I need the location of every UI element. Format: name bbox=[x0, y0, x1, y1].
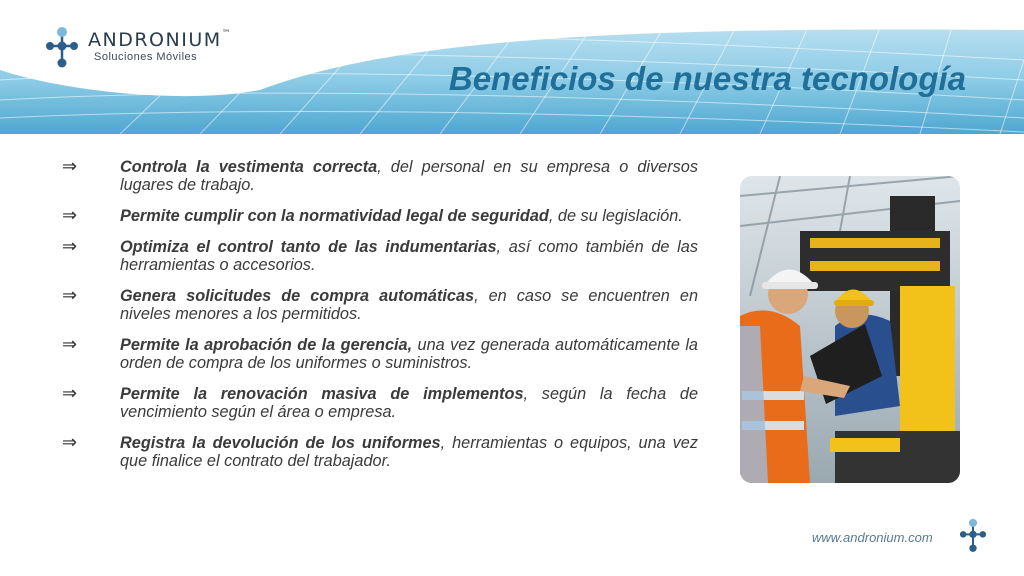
molecule-logo-icon bbox=[958, 518, 988, 554]
brand-tagline: Soluciones Móviles bbox=[94, 51, 198, 63]
bullet-emphasis: Permite la renovación masiva de implementos bbox=[120, 385, 524, 403]
website-link[interactable]: www.andronium.com bbox=[812, 530, 933, 545]
bullet-text: , de su legislación. bbox=[548, 207, 683, 225]
page-title: Beneficios de nuestra tecnología bbox=[448, 60, 966, 97]
workers-illustration bbox=[740, 176, 960, 483]
brand-name bbox=[88, 29, 231, 51]
arrow-right-icon: ⇒ bbox=[62, 432, 78, 452]
arrow-right-icon: ⇒ bbox=[62, 383, 78, 403]
header-banner bbox=[0, 0, 1024, 134]
list-item bbox=[62, 207, 698, 225]
workers-forklift-photo bbox=[740, 176, 960, 483]
benefits-list bbox=[62, 158, 698, 483]
brand-trademark: ™ bbox=[221, 29, 231, 39]
brand-logo[interactable] bbox=[44, 26, 274, 74]
arrow-right-icon: ⇒ bbox=[62, 334, 78, 354]
list-item bbox=[62, 336, 698, 372]
arrow-right-icon: ⇒ bbox=[62, 285, 78, 305]
bullet-emphasis: Registra la devolución de los uniformes bbox=[120, 434, 441, 452]
brand-name-text: ANDRONIUM bbox=[88, 29, 222, 51]
footer-logo bbox=[958, 518, 988, 554]
bullet-text: , así como también de las herramientas o accesorios. bbox=[120, 238, 698, 274]
list-item bbox=[62, 385, 698, 421]
bullet-emphasis: Controla la vestimenta correcta bbox=[120, 158, 378, 176]
bullet-text: , según la fecha de vencimiento según el área o empresa. bbox=[120, 385, 698, 421]
bullet-emphasis: Optimiza el control tanto de las indumentarias bbox=[120, 238, 497, 256]
bullet-emphasis: Permite cumplir con la normatividad legal de seguridad bbox=[120, 207, 549, 225]
list-item bbox=[62, 434, 698, 470]
arrow-right-icon: ⇒ bbox=[62, 156, 78, 176]
bullet-emphasis: Permite la aprobación de la gerencia, bbox=[120, 336, 413, 354]
list-item bbox=[62, 238, 698, 274]
bullet-text: , en caso se encuentren en niveles menores a los permitidos. bbox=[120, 287, 698, 323]
list-item bbox=[62, 158, 698, 194]
list-item bbox=[62, 287, 698, 323]
arrow-right-icon: ⇒ bbox=[62, 236, 78, 256]
bullet-text: , del personal en su empresa o diversos lugares de trabajo. bbox=[120, 158, 698, 194]
bullet-text: una vez generada automáticamente la orden de compra de los uniformes o suministros. bbox=[120, 336, 698, 372]
bullet-text: , herramientas o equipos, una vez que finalice el contrato del trabajador. bbox=[120, 434, 698, 470]
arrow-right-icon: ⇒ bbox=[62, 205, 78, 225]
bullet-emphasis: Genera solicitudes de compra automáticas bbox=[120, 287, 475, 305]
molecule-logo-icon bbox=[44, 26, 80, 70]
